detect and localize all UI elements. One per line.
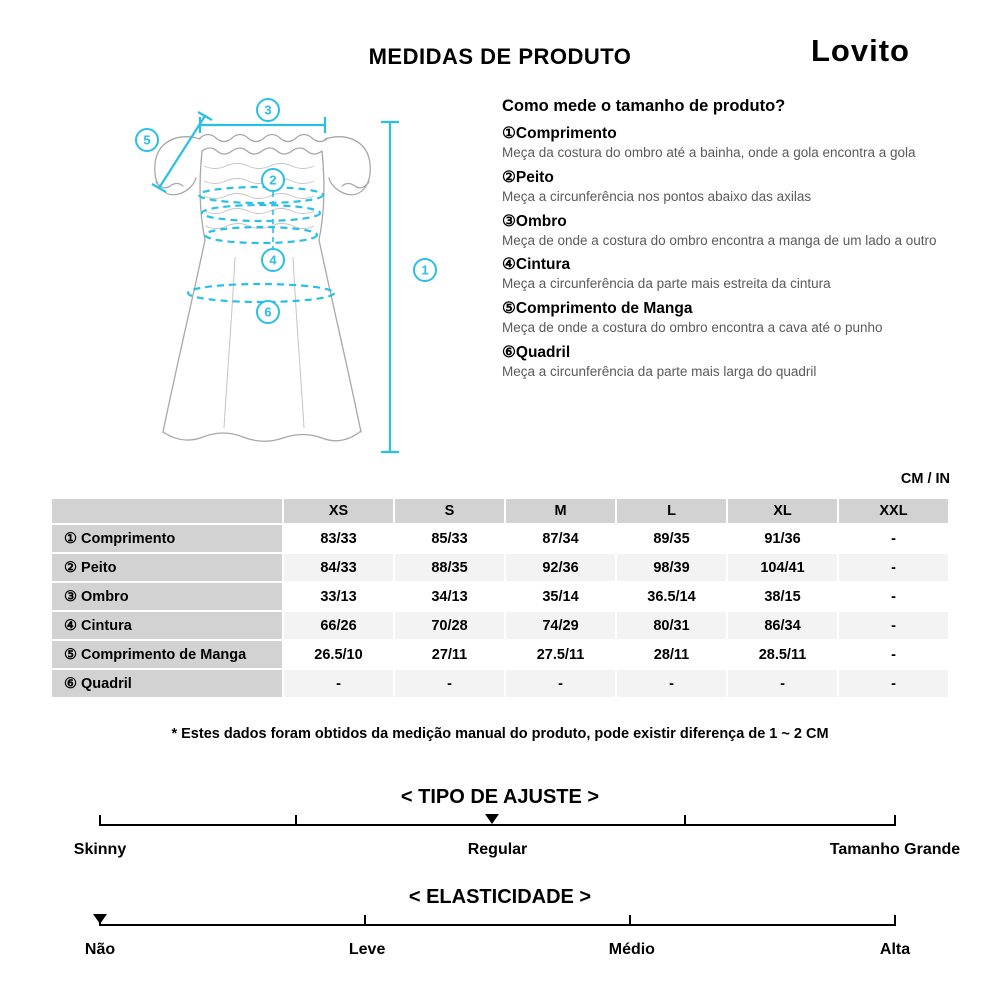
item-number: ③ — [502, 212, 516, 230]
cell: 74/29 — [506, 612, 615, 639]
waist-measure-ellipse — [205, 227, 317, 243]
guide-item-manga — [502, 299, 954, 337]
cell: 28.5/11 — [728, 641, 837, 668]
size-table — [50, 497, 950, 699]
table-row — [52, 670, 948, 697]
col-header-xs: XS — [284, 499, 393, 523]
scale-tick — [894, 815, 896, 826]
table-row — [52, 641, 948, 668]
cell: 85/33 — [395, 525, 504, 552]
row-label: ④ Cintura — [52, 612, 282, 639]
elasticity-scale — [100, 912, 895, 926]
item-number: ① — [502, 125, 516, 142]
cell: 36.5/14 — [617, 583, 726, 610]
elasticity-label-leve: Leve — [348, 941, 386, 958]
scale-line — [100, 824, 895, 826]
guide-item-ombro — [502, 212, 954, 250]
item-desc: Meça a circunferência da parte mais larga do quadril — [502, 364, 817, 380]
scale-tick — [629, 915, 631, 926]
item-desc: Meça a circunferência nos pontos abaixo das axilas — [502, 188, 812, 204]
row-label: ③ Ombro — [52, 583, 282, 610]
item-number: ⑥ — [502, 344, 516, 362]
guide-heading: Como mede o tamanho de produto? — [502, 97, 786, 115]
cell: 35/14 — [506, 583, 615, 610]
guide-item-cintura — [502, 255, 954, 293]
elasticity-label-nao: Não — [84, 941, 116, 958]
item-desc: Meça de onde a costura do ombro encontra a cava até o punho — [502, 320, 883, 336]
cell: - — [839, 554, 948, 581]
fit-type-title: < TIPO DE AJUSTE > — [400, 786, 600, 808]
cell: 33/13 — [284, 583, 393, 610]
cell: 92/36 — [506, 554, 615, 581]
item-desc: Meça de onde a costura do ombro encontra a manga de um lado a outro — [502, 232, 937, 248]
table-row — [52, 612, 948, 639]
cell: 89/35 — [617, 525, 726, 552]
fit-label-skinny: Skinny — [73, 841, 127, 858]
scale-tick — [295, 815, 297, 826]
table-row — [52, 583, 948, 610]
cell: 80/31 — [617, 612, 726, 639]
page-title: MEDIDAS DE PRODUTO — [368, 44, 632, 69]
cell: 28/11 — [617, 641, 726, 668]
guide-item-comprimento — [502, 124, 954, 162]
cell: 34/13 — [395, 583, 504, 610]
item-name: Comprimento de Manga — [515, 300, 693, 318]
cell: 84/33 — [284, 554, 393, 581]
cell: - — [839, 641, 948, 668]
measure-badge-manga: 5 — [143, 132, 151, 148]
cell: - — [839, 525, 948, 552]
fit-type-scale — [100, 812, 895, 826]
scale-tick — [894, 915, 896, 926]
fit-type-labels — [73, 841, 961, 863]
item-number: ⑤ — [502, 300, 516, 318]
elasticity-title: < ELASTICIDADE > — [408, 886, 592, 908]
elasticity-labels — [84, 941, 911, 963]
measure-badge-cintura: 4 — [269, 252, 277, 268]
row-label: ② Peito — [52, 554, 282, 581]
cell: 27.5/11 — [506, 641, 615, 668]
cell: - — [839, 670, 948, 697]
measurement-disclaimer: * Estes dados foram obtidos da medição manual do produto, pode existir diferença de 1 ~ 2 CM — [171, 726, 829, 742]
table-corner — [52, 499, 282, 523]
cell: 66/26 — [284, 612, 393, 639]
cell: - — [839, 583, 948, 610]
elasticity-label-alta: Alta — [879, 941, 911, 958]
cell: - — [617, 670, 726, 697]
guide-item-peito — [502, 168, 954, 206]
scale-line — [100, 924, 895, 926]
fit-marker-icon — [485, 814, 499, 824]
measure-guide — [502, 97, 954, 381]
cell: 83/33 — [284, 525, 393, 552]
row-label: ⑥ Quadril — [52, 670, 282, 697]
cell: 70/28 — [395, 612, 504, 639]
measure-badge-peito: 2 — [269, 172, 277, 188]
fit-label-regular: Regular — [467, 841, 528, 858]
item-number: ④ — [502, 256, 516, 274]
scale-tick — [684, 815, 686, 826]
measure-badge-comprimento: 1 — [421, 262, 429, 278]
col-header-xl: XL — [728, 499, 837, 523]
cell: - — [284, 670, 393, 697]
chest-measure-ellipse — [199, 187, 323, 203]
item-name: Ombro — [515, 212, 567, 230]
brand-logo: Lovito — [811, 33, 910, 68]
measure-badge-ombro: 3 — [264, 102, 272, 118]
measure-badge-quadril: 6 — [264, 304, 272, 320]
cell: 87/34 — [506, 525, 615, 552]
hip-measure-ellipse — [188, 284, 334, 302]
guide-item-quadril — [502, 343, 954, 381]
cell: 98/39 — [617, 554, 726, 581]
elasticity-label-medio: Médio — [608, 941, 655, 958]
cell: 104/41 — [728, 554, 837, 581]
col-header-m: M — [506, 499, 615, 523]
measurement-lines — [152, 112, 399, 452]
col-header-s: S — [395, 499, 504, 523]
item-number: ② — [502, 168, 516, 186]
cell: 86/34 — [728, 612, 837, 639]
cell: - — [395, 670, 504, 697]
item-name: Peito — [515, 168, 554, 186]
cell: 91/36 — [728, 525, 837, 552]
table-row — [52, 525, 948, 552]
row-label: ① Comprimento — [52, 525, 282, 552]
item-desc: Meça da costura do ombro até a bainha, onde a gola encontra a gola — [502, 145, 916, 160]
col-header-xxl: XXL — [839, 499, 948, 523]
scale-tick — [99, 815, 101, 826]
item-name: Comprimento — [515, 125, 617, 142]
cell: 27/11 — [395, 641, 504, 668]
col-header-l: L — [617, 499, 726, 523]
cell: 26.5/10 — [284, 641, 393, 668]
cell: - — [506, 670, 615, 697]
dress-diagram — [55, 92, 485, 477]
scale-tick — [364, 915, 366, 926]
table-header-row — [52, 499, 948, 523]
cell: - — [728, 670, 837, 697]
row-label: ⑤ Comprimento de Manga — [52, 641, 282, 668]
cell: - — [839, 612, 948, 639]
item-name: Quadril — [515, 344, 571, 362]
elasticity-marker-icon — [93, 914, 107, 924]
sleeve-measure-line — [159, 116, 205, 188]
cell: 38/15 — [728, 583, 837, 610]
table-row — [52, 554, 948, 581]
fit-label-tamanho-grande: Tamanho Grande — [829, 841, 961, 858]
item-name: Cintura — [515, 256, 571, 274]
cell: 88/35 — [395, 554, 504, 581]
unit-label: CM / IN — [900, 471, 950, 487]
item-desc: Meça a circunferência da parte mais estreita da cintura — [502, 276, 831, 292]
